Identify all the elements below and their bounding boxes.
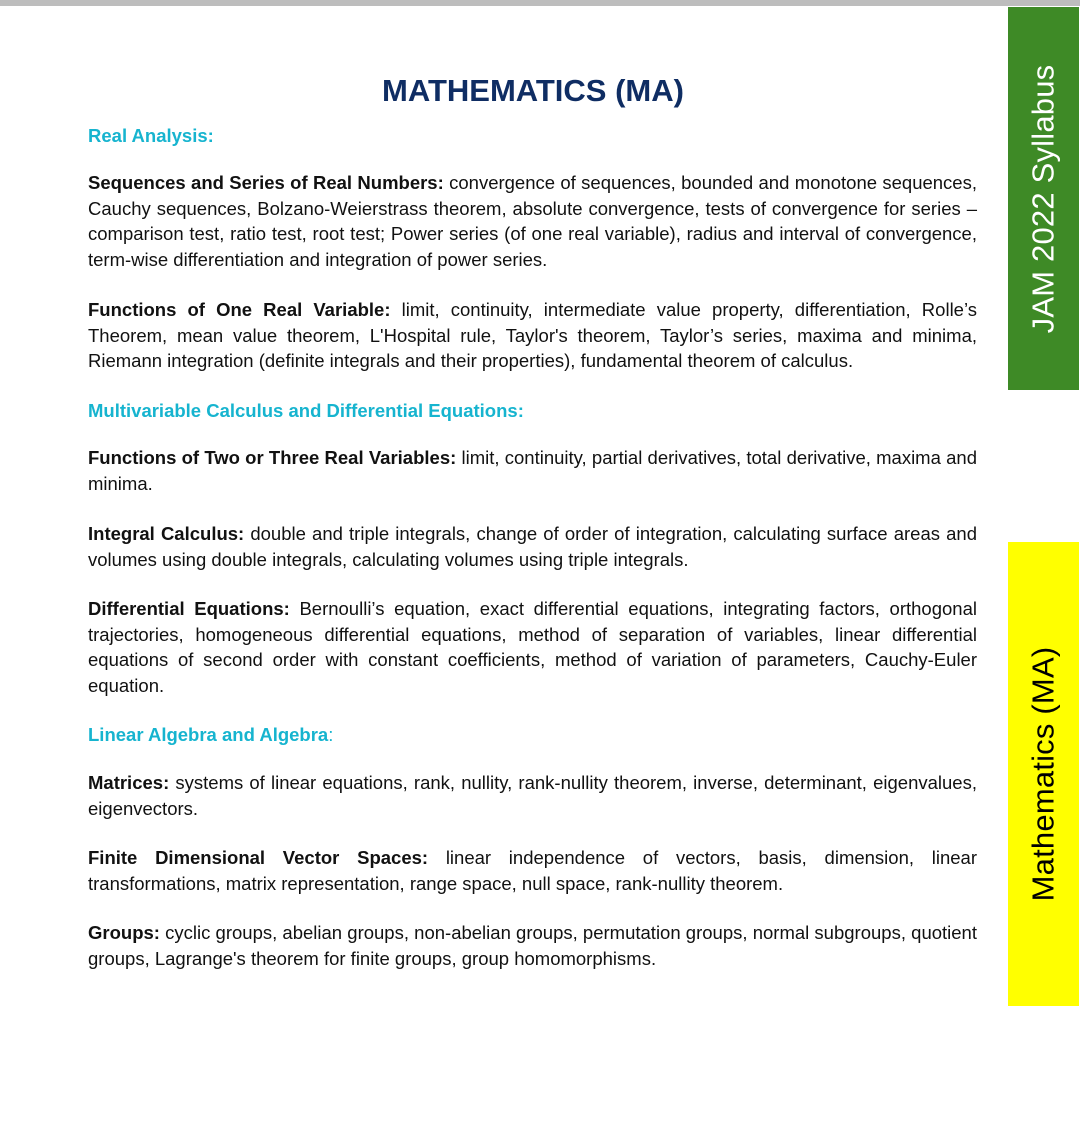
topic-sequences-and-series [88, 170, 977, 272]
section-heading-linear-algebra [88, 723, 333, 747]
topic-body: systems of linear equations, rank, nullity, rank-nullity theorem, inverse, determinant, eigenvalues, eigenvectors. [88, 772, 977, 819]
side-tab-subject-label: Mathematics (MA) [1025, 646, 1061, 902]
topic-differential-equations [88, 596, 977, 698]
topic-body: double and triple integrals, change of order of integration, calculating surface areas and volumes using double integrals, calculating volumes using triple integrals. [88, 523, 977, 570]
topic-term: Matrices: [88, 772, 170, 793]
topic-body: limit, continuity, partial derivatives, total derivative, maxima and minima. [88, 447, 977, 494]
topic-body: cyclic groups, abelian groups, non-abelian groups, permutation groups, normal subgroups, quotient groups, Lagrange's theorem for finite groups, group homomorphisms. [88, 922, 977, 969]
section-heading-text: Linear Algebra and Algebra [88, 724, 329, 745]
topic-term: Functions of Two or Three Real Variables: [88, 447, 457, 468]
topic-term: Differential Equations: [88, 598, 290, 619]
side-tab-syllabus [1008, 7, 1079, 390]
section-heading-multivariable-calculus [88, 399, 524, 423]
topic-body: Bernoulli’s equation, exact differential equations, integrating factors, orthogonal trajectories, homogeneous differential equations, method of separation of variables, linear differential equations of second order with constant coefficients, method of variation of parameters, Cauchy-Euler equation. [88, 598, 977, 696]
topic-body: linear independence of vectors, basis, dimension, linear transformations, matrix representation, range space, null space, rank-nullity theorem. [88, 847, 978, 894]
topic-term: Sequences and Series of Real Numbers: [88, 172, 444, 193]
topic-body: limit, continuity, intermediate value property, differentiation, Rolle’s Theorem, mean value theorem, L'Hospital rule, Taylor's theorem, Taylor’s series, maxima and minima, Riemann integration (definite integrals and their properties), fundamental theorem of calculus. [88, 299, 977, 371]
section-heading-text: Multivariable Calculus and Differential Equations: [88, 400, 524, 421]
topic-term: Functions of One Real Variable: [88, 299, 391, 320]
topic-term: Integral Calculus: [88, 523, 245, 544]
section-heading-text: Real Analysis: [88, 125, 214, 146]
topic-term: Finite Dimensional Vector Spaces: [88, 847, 429, 868]
side-tab-syllabus-label: JAM 2022 Syllabus [1025, 64, 1061, 333]
top-border-strip [0, 0, 1080, 6]
section-heading-real-analysis [88, 124, 214, 148]
topic-matrices [88, 770, 977, 821]
topic-functions-one-real-variable [88, 297, 977, 374]
topic-groups [88, 920, 977, 971]
topic-functions-two-three-variables [88, 445, 977, 496]
topic-term: Groups: [88, 922, 160, 943]
side-tab-subject [1008, 542, 1079, 1006]
topic-finite-dimensional-vector-spaces [88, 845, 977, 896]
page-title: MATHEMATICS (MA) [382, 73, 684, 108]
topic-integral-calculus [88, 521, 977, 572]
section-heading-suffix: : [328, 724, 334, 745]
topic-body: convergence of sequences, bounded and monotone sequences, Cauchy sequences, Bolzano-Weierstrass theorem, absolute convergence, tests of convergence for series – comparison test, ratio test, root test; Power series (of one real variable), radius and interval of convergence, term-wise differentiation and integration of power series. [88, 172, 977, 270]
